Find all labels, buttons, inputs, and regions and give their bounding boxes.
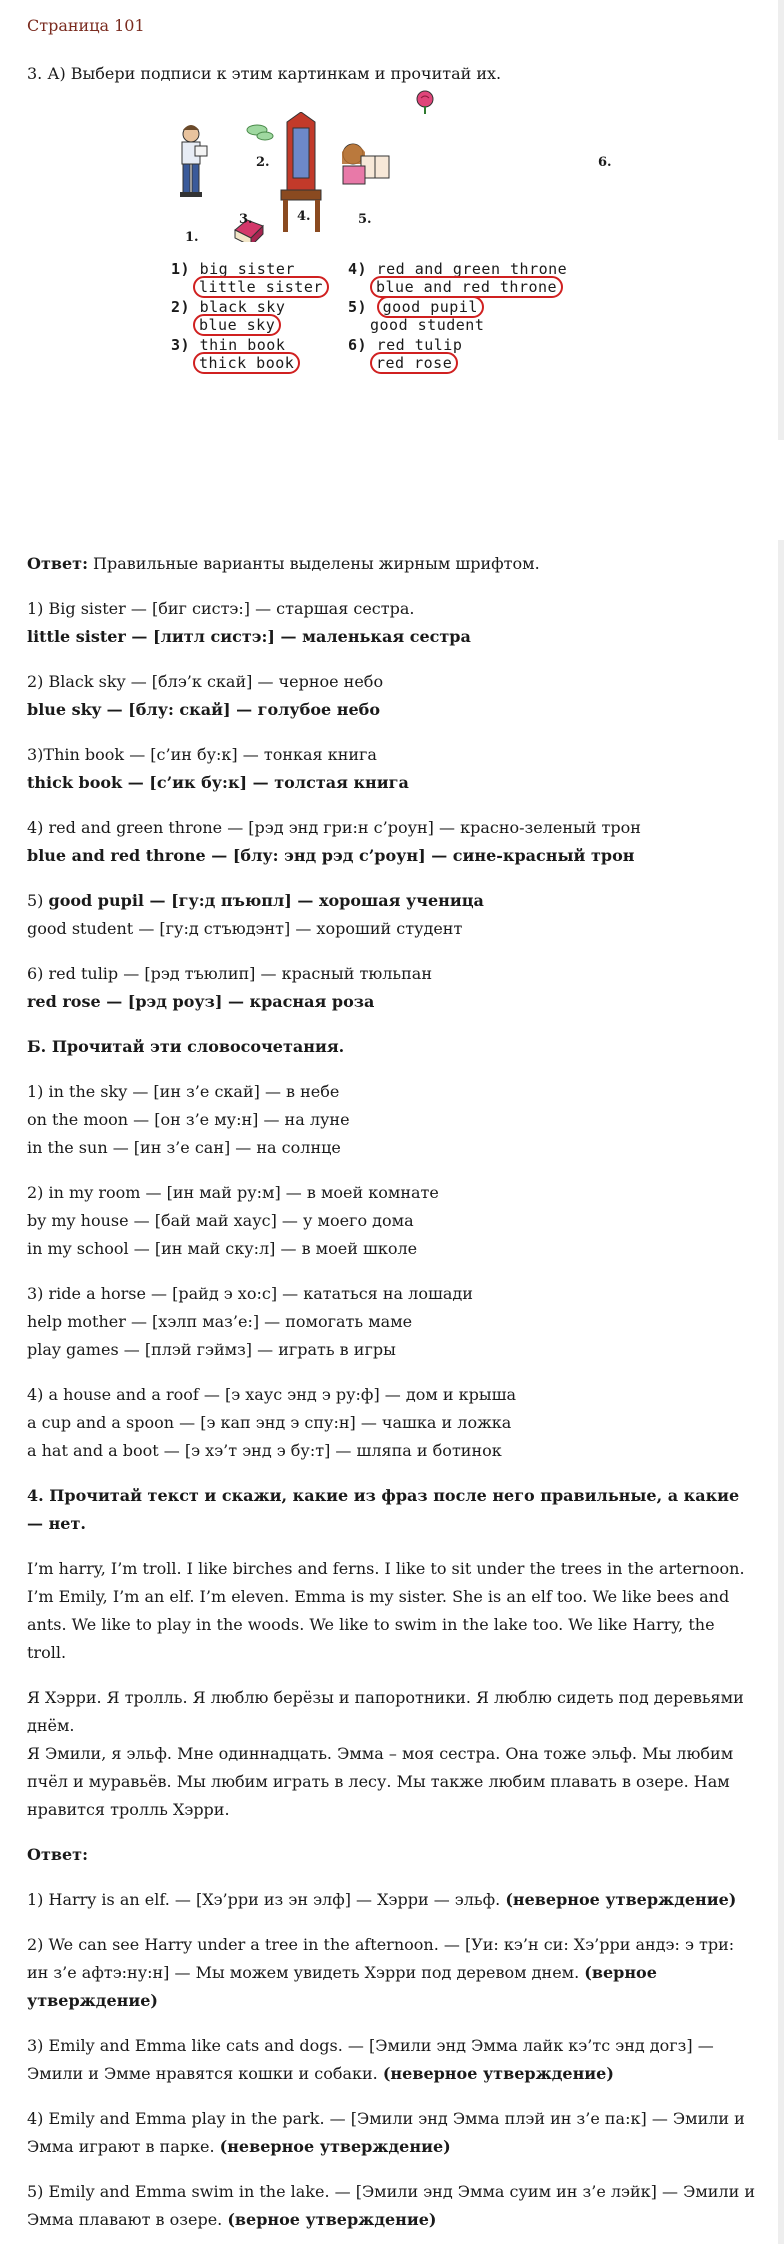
- option-3a-text: thin book: [199, 336, 286, 354]
- task-b-group-2: [27, 1179, 757, 1263]
- option-6a-text: red tulip: [376, 336, 463, 354]
- task-b-line: 3) ride a horse — [райд э хо:с] — кататься на лошади: [27, 1284, 473, 1303]
- task-b-line: 2) in my room — [ин май ру:м] — в моей комнате: [27, 1183, 439, 1202]
- option-4a-text: red and green throne: [376, 260, 568, 278]
- option-3b: [193, 354, 300, 372]
- task4-answer-4-text: 4) Emily and Emma play in the park. — [Эмили энд Эмма плэй ин з’е па:к] — Эмили и Эмма играют в парке.: [27, 2109, 745, 2156]
- answer-item-6-line1: 6) red tulip — [рэд тъюлип] — красный тюльпан: [27, 964, 432, 983]
- option-1a-text: big sister: [199, 260, 295, 278]
- option-1-number: 1): [171, 260, 191, 278]
- task4-title: 4. Прочитай текст и скажи, какие из фраз после него правильные, а какие — нет.: [27, 1486, 740, 1533]
- task4-answer-5: [27, 2178, 757, 2234]
- rose-icon: [410, 86, 440, 116]
- option-5b: [370, 316, 484, 334]
- exercise-figure: [165, 112, 635, 382]
- task-b-line: on the moon — [он з’е му:н] — на луне: [27, 1110, 350, 1129]
- task-b-group-3: [27, 1280, 757, 1364]
- boy-picture: [180, 125, 207, 197]
- task4-answer-label: Ответ:: [27, 1845, 88, 1864]
- task4-answer-3-verdict: (неверное утверждение): [382, 2064, 614, 2083]
- task4-answer-1-verdict: (неверное утверждение): [505, 1890, 737, 1909]
- picture-number-6: 6.: [598, 155, 612, 170]
- task4-answer-2-verdict: (верное утверждение): [27, 1963, 657, 2010]
- task-b-line: help mother — [хэлп маз’е:] — помогать маме: [27, 1312, 413, 1331]
- sky-picture: [247, 125, 273, 140]
- option-2b-text: blue sky: [193, 314, 281, 336]
- task-b-line: a hat and a boot — [э хэ’т энд э бу:т] — шляпа и ботинок: [27, 1441, 502, 1460]
- option-6b-text: red rose: [370, 352, 458, 374]
- answer-content: [27, 550, 757, 2251]
- task4-answer-5-verdict: (верное утверждение): [227, 2210, 437, 2229]
- option-5a: [348, 298, 484, 316]
- task4-answer-4-verdict: (неверное утверждение): [219, 2137, 451, 2156]
- answer-item-2-line2: blue sky — [блу: скай] — голубое небо: [27, 700, 380, 719]
- task4-text-en-1: I’m harry, I’m troll. I like birches and ferns. I like to sit under the trees in the arternoon.: [27, 1559, 745, 1578]
- pictures-illustration: [165, 112, 635, 242]
- picture-number-4: 4.: [297, 209, 311, 224]
- option-5b-text: good student: [370, 316, 485, 334]
- answer-intro: [27, 550, 757, 578]
- page-title: Страница 101: [27, 16, 145, 35]
- answer-item-6-line2: red rose — [рэд роуз] — красная роза: [27, 992, 375, 1011]
- answer-item-2: [27, 668, 757, 724]
- option-6b: [370, 354, 458, 372]
- answer-item-5-number: 5): [27, 891, 49, 910]
- answer-item-3-line2: thick book — [с’ик бу:к] — толстая книга: [27, 773, 409, 792]
- task-b-line: 1) in the sky — [ин з’е скай] — в небе: [27, 1082, 340, 1101]
- answer-item-4-line2: blue and red throne — [блу: энд рэд с’роун] — сине-красный трон: [27, 846, 635, 865]
- task-b-line: 4) a house and a roof — [э хаус энд э ру:ф] — дом и крыша: [27, 1385, 517, 1404]
- answer-item-6: [27, 960, 757, 1016]
- option-6-number: 6): [348, 336, 368, 354]
- option-1b: [193, 278, 329, 296]
- answer-intro-text: Правильные варианты выделены жирным шрифтом.: [87, 554, 540, 573]
- task4-answer-2: [27, 1931, 757, 2015]
- picture-number-5: 5.: [358, 212, 372, 227]
- answer-item-1-line1: 1) Big sister — [биг систэ:] — старшая сестра.: [27, 599, 415, 618]
- picture-number-2: 2.: [256, 155, 270, 170]
- task4-answer-4: [27, 2105, 757, 2161]
- answer-intro-label: Ответ:: [27, 554, 88, 573]
- option-2b: [193, 316, 281, 334]
- option-2a-text: black sky: [199, 298, 286, 316]
- option-4b-text: blue and red throne: [370, 276, 563, 298]
- right-edge-shadow-bottom: [778, 540, 784, 2244]
- option-5a-text: good pupil: [377, 296, 484, 318]
- task4-answer-1: [27, 1886, 757, 1914]
- task4-text-en-2: I’m Emily, I’m an elf. I’m eleven. Emma is my sister. She is an elf too. We like bees and ants. We like to play in the woods. We like to swim in the lake too. We like Harry, the troll.: [27, 1587, 730, 1662]
- task-b-line: a cup and a spoon — [э кап энд э спу:н] — чашка и ложка: [27, 1413, 512, 1432]
- task-b-line: in the sun — [ин з’е сан] — на солнце: [27, 1138, 341, 1157]
- task4-answer-5-text: 5) Emily and Emma swim in the lake. — [Эмили энд Эмма суим ин з’е лэйк] — Эмили и Эмма плавают в озере.: [27, 2182, 756, 2229]
- answer-item-5-bold: good pupil — [гу:д пъюпл] — хорошая ученица: [48, 891, 484, 910]
- answer-item-4-line1: 4) red and green throne — [рэд энд гри:н с’роун] — красно-зеленый трон: [27, 818, 641, 837]
- task4-text-ru-2: Я Эмили, я эльф. Мне одиннадцать. Эмма – моя сестра. Она тоже эльф. Мы любим пчёл и муравьёв. Мы любим играть в лесу. Мы также любим плавать в озере. Нам нравится тролль Хэрри.: [27, 1744, 734, 1819]
- option-1b-text: little sister: [193, 276, 329, 298]
- task4-text-ru: [27, 1684, 757, 1824]
- task-b-line: play games — [плэй гэймз] — играть в игры: [27, 1340, 396, 1359]
- task4-text-ru-1: Я Хэрри. Я тролль. Я люблю берёзы и папоротники. Я люблю сидеть под деревьями днём.: [27, 1688, 744, 1735]
- task4-answer-2-text: 2) We can see Harry under a tree in the afternoon. — [Уи: кэ’н си: Хэ’рри андэ: э три: ин з’е афтэ:ну:н] — Мы можем увидеть Хэрри под деревом днем.: [27, 1935, 735, 1982]
- answer-item-1: [27, 595, 757, 651]
- option-5-number: 5): [348, 298, 368, 316]
- task-b-line: in my school — [ин май ску:л] — в моей школе: [27, 1239, 418, 1258]
- answer-item-1-line2: little sister — [литл систэ:] — маленькая сестра: [27, 627, 471, 646]
- option-3b-text: thick book: [193, 352, 300, 374]
- task-b-group-4: [27, 1381, 757, 1465]
- task4-answer-3: [27, 2032, 757, 2088]
- pupil-picture: [342, 144, 389, 184]
- task4-answer-1-text: 1) Harry is an elf. — [Хэ’рри из эн элф] — Хэрри — эльф.: [27, 1890, 506, 1909]
- answer-item-5: [27, 887, 757, 943]
- right-edge-shadow-top: [778, 0, 784, 440]
- option-3-number: 3): [171, 336, 191, 354]
- answer-item-3-line1: 3)Thin book — [с’ин бу:к] — тонкая книга: [27, 745, 377, 764]
- task3-prompt: 3. А) Выбери подписи к этим картинкам и прочитай их.: [27, 64, 502, 83]
- option-2-number: 2): [171, 298, 191, 316]
- task4-answer-3-text: 3) Emily and Emma like cats and dogs. — [Эмили энд Эмма лайк кэ’тс энд догз] — Эмили и Эмме нравятся кошки и собаки.: [27, 2036, 714, 2083]
- answer-item-5-line2: good student — [гу:д стъюдэнт] — хороший студент: [27, 919, 463, 938]
- option-4b: [370, 278, 563, 296]
- answer-item-2-line1: 2) Black sky — [блэ’к скай] — черное небо: [27, 672, 384, 691]
- task-b-line: by my house — [бай май хаус] — у моего дома: [27, 1211, 414, 1230]
- answer-item-4: [27, 814, 757, 870]
- picture-number-3: 3.: [239, 212, 253, 227]
- option-4-number: 4): [348, 260, 368, 278]
- task-b-title: Б. Прочитай эти словосочетания.: [27, 1037, 345, 1056]
- task-b-group-1: [27, 1078, 757, 1162]
- answer-item-3: [27, 741, 757, 797]
- task4-text-en: [27, 1555, 757, 1667]
- picture-number-1: 1.: [185, 230, 199, 245]
